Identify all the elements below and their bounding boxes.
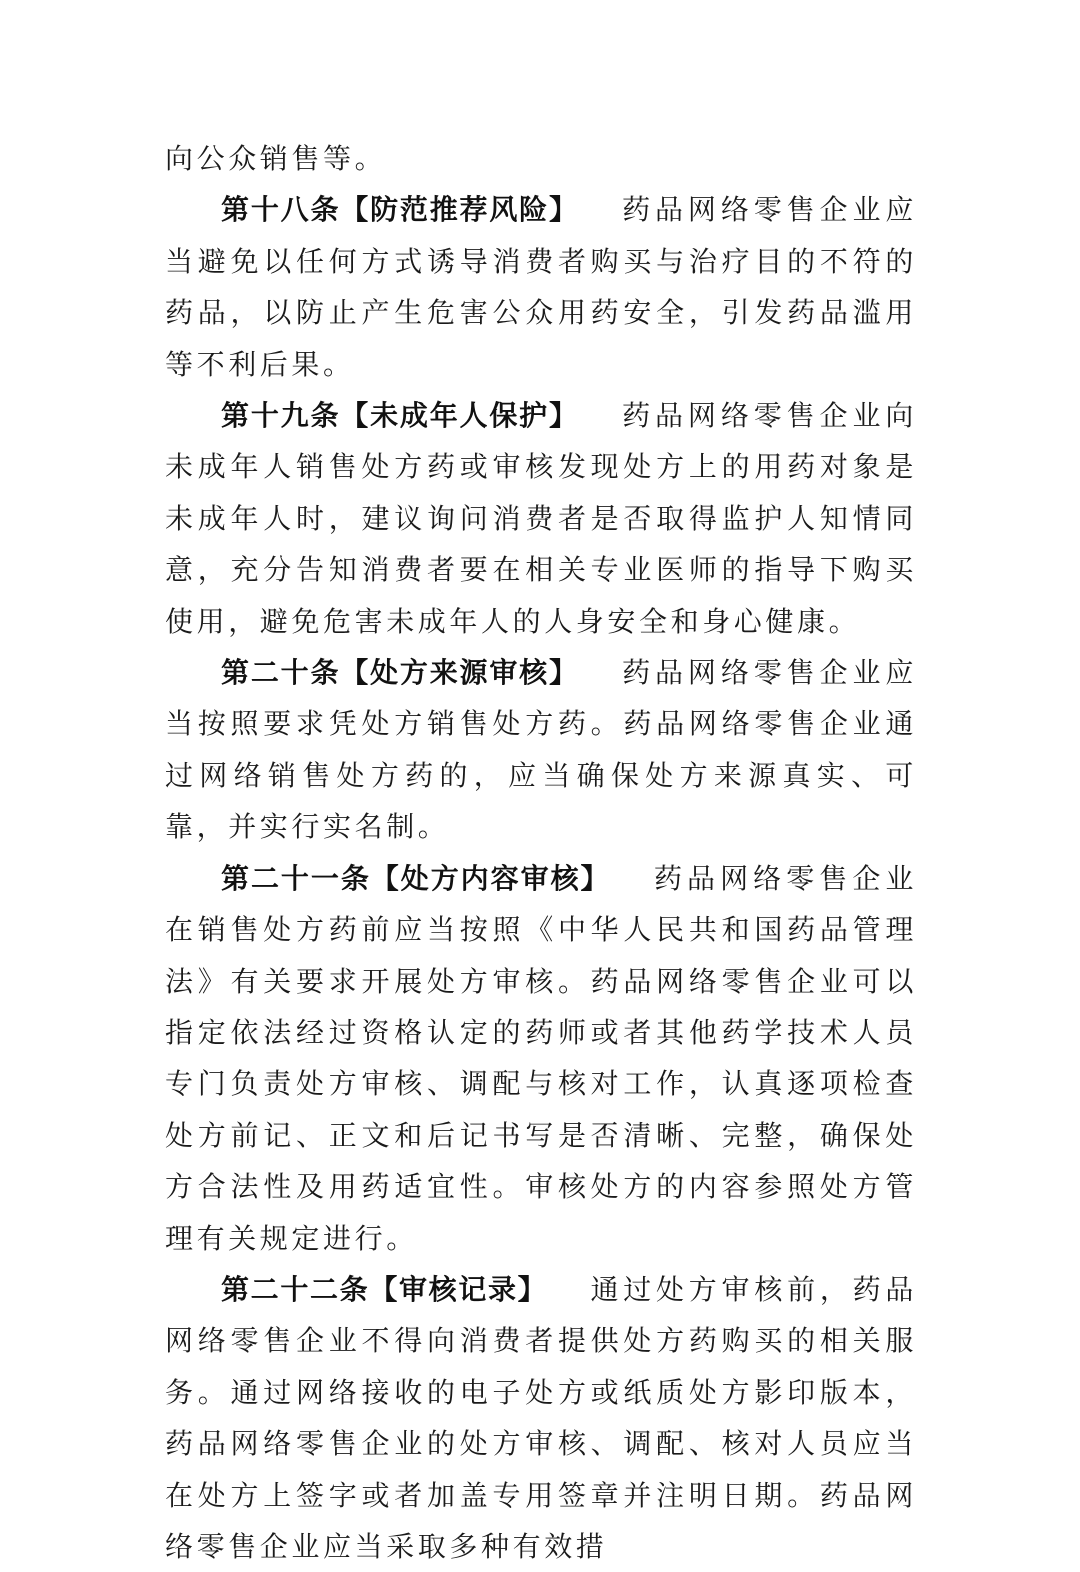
opening-fragment-text: 向公众销售等。: [165, 142, 387, 175]
article-19: [165, 390, 917, 647]
article-21: [165, 853, 917, 1264]
article-22: [165, 1264, 917, 1572]
document-body: [165, 133, 917, 1572]
article-19-heading: 第十九条【未成年人保护】: [221, 399, 579, 433]
article-18: [165, 184, 917, 390]
article-18-body: 药品网络零售企业应当避免以任何方式诱导消费者购买与治疗目的不符的药品，以防止产生危害公众用药安全，引发药品滥用等不利后果。: [165, 193, 917, 381]
article-22-heading: 第二十二条【审核记录】: [221, 1272, 548, 1306]
article-21-heading: 第二十一条【处方内容审核】: [221, 861, 611, 895]
article-20-body: 药品网络零售企业应当按照要求凭处方销售处方药。药品网络零售企业通过网络销售处方药的，应当确保处方来源真实、可靠，并实行实名制。: [165, 656, 917, 844]
article-20: [165, 647, 917, 853]
article-22-body: 通过处方审核前，药品网络零售企业不得向消费者提供处方药购买的相关服务。通过网络接收的电子处方或纸质处方影印版本，药品网络零售企业的处方审核、调配、核对人员应当在处方上签字或者加盖专用签章并注明日期。药品网络零售企业应当采取多种有效措: [165, 1272, 917, 1563]
article-19-body: 药品网络零售企业向未成年人销售处方药或审核发现处方上的用药对象是未成年人时，建议询问消费者是否取得监护人知情同意，充分告知消费者要在相关专业医师的指导下购买使用，避免危害未成年人的人身安全和身心健康。: [165, 399, 917, 638]
opening-fragment: [165, 133, 917, 184]
article-21-body: 药品网络零售企业在销售处方药前应当按照《中华人民共和国药品管理法》有关要求开展处方审核。药品网络零售企业可以指定依法经过资格认定的药师或者其他药学技术人员专门负责处方审核、调配与核对工作，认真逐项检查处方前记、正文和后记书写是否清晰、完整，确保处方合法性及用药适宜性。审核处方的内容参照处方管理有关规定进行。: [165, 861, 917, 1255]
article-18-heading: 第十八条【防范推荐风险】: [221, 193, 579, 227]
article-20-heading: 第二十条【处方来源审核】: [221, 656, 579, 690]
